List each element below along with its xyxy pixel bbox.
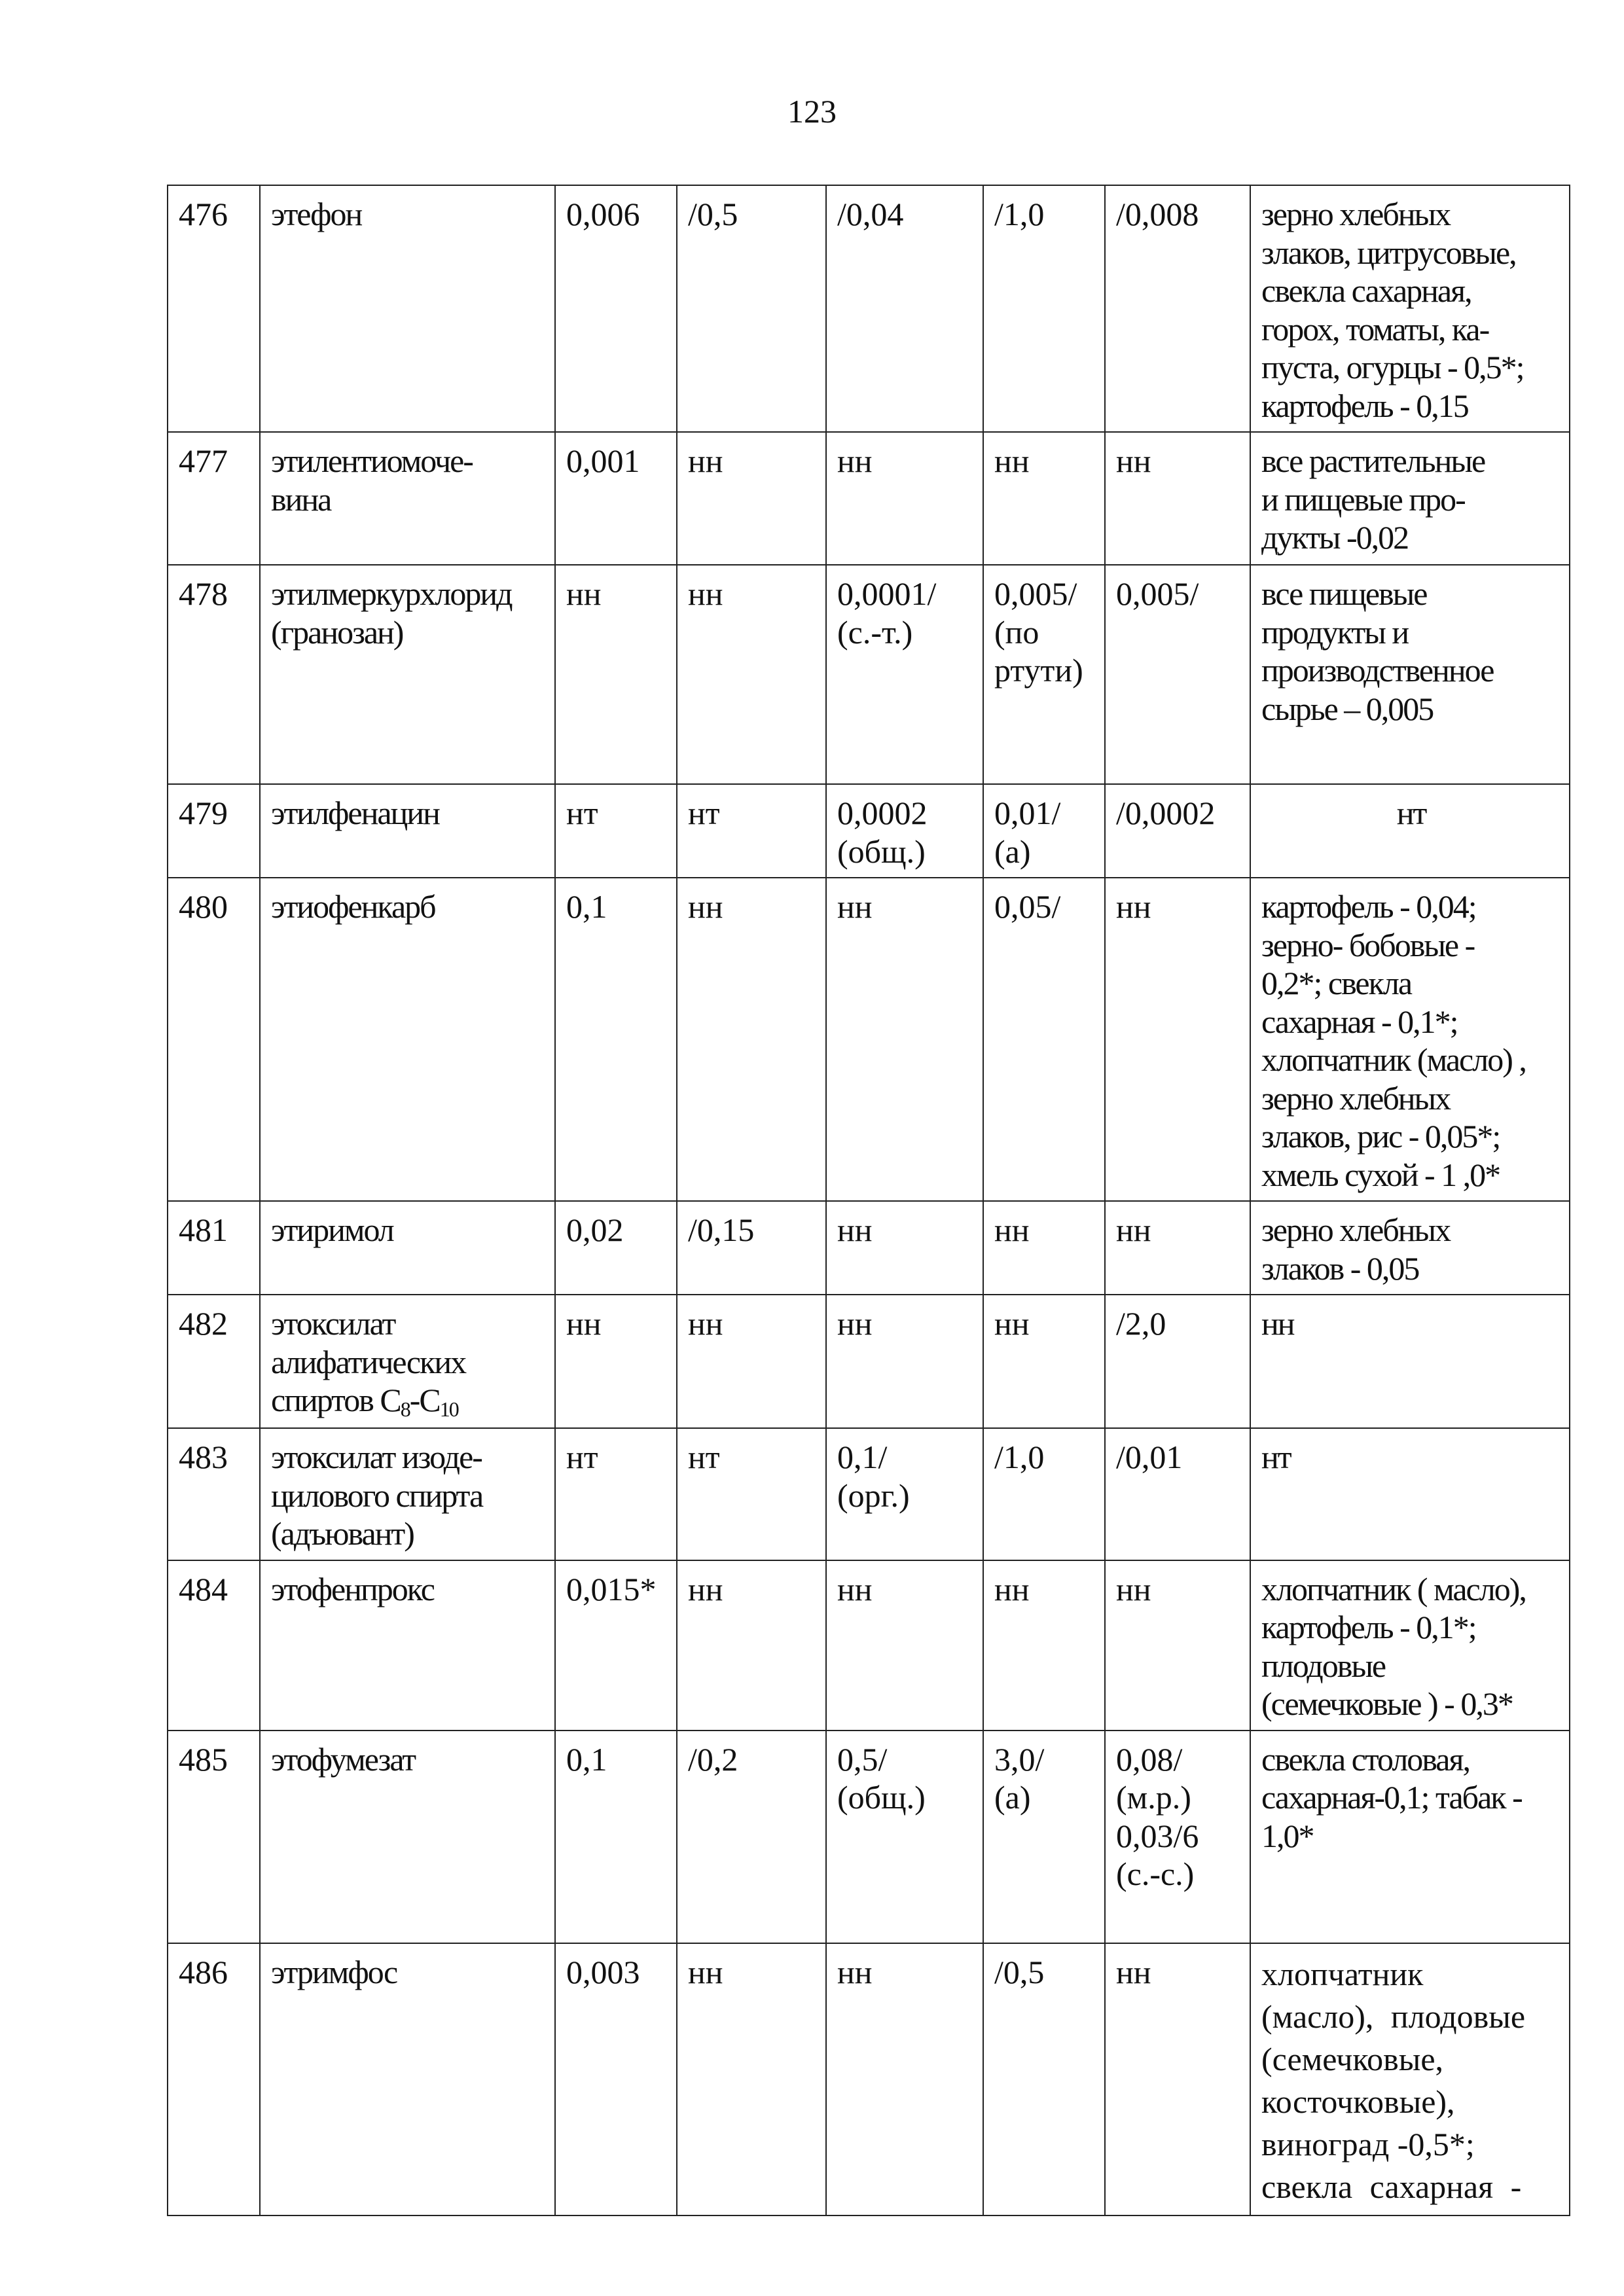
cell-line: (общ.): [837, 833, 926, 870]
value-col-4: [983, 565, 1105, 784]
cell-line: нн: [688, 442, 723, 479]
cell-line: 477: [179, 442, 228, 479]
value-col-1: [555, 185, 677, 432]
cell-line: 0,0001/: [837, 575, 937, 612]
value-col-4: [983, 784, 1105, 878]
cell-line: все пищевые: [1261, 575, 1427, 612]
cell-line: (семечковые ) - 0,3*: [1261, 1685, 1513, 1722]
cell-line: плодовые: [1261, 1647, 1386, 1684]
value-col-5: [1105, 1201, 1250, 1295]
cell-line: 0,001: [566, 442, 640, 479]
cell-line: 0,005/: [994, 575, 1077, 612]
value-col-1: [555, 1428, 677, 1560]
cell-line: хлопчатник (масло) ,: [1261, 1041, 1526, 1078]
products-note: [1250, 432, 1570, 565]
cell-line: /1,0: [994, 196, 1045, 232]
row-number: [168, 1943, 260, 2215]
cell-line: 0,003: [566, 1953, 640, 1990]
cell-line: сахарная - 0,1*;: [1261, 1003, 1458, 1040]
value-col-3: [826, 1201, 983, 1295]
cell-line: нн: [1261, 1305, 1294, 1342]
products-note: [1250, 1295, 1570, 1428]
cell-line: 485: [179, 1740, 228, 1778]
products-note: [1250, 1428, 1570, 1560]
value-col-2: [677, 784, 826, 878]
cell-line: нн: [837, 1305, 873, 1342]
value-col-4: [983, 1943, 1105, 2215]
cell-line: 486: [179, 1953, 228, 1990]
row-number: [168, 1731, 260, 1943]
cell-line: этоксилат изоде-: [271, 1439, 482, 1475]
cell-line: все растительные: [1261, 442, 1485, 479]
cell-line: этоксилат: [271, 1305, 395, 1342]
cell-line: 0,01/: [994, 795, 1061, 831]
value-col-5: [1105, 1295, 1250, 1428]
value-col-2: [677, 1560, 826, 1731]
cell-line: зерно хлебных: [1261, 1079, 1451, 1117]
cell-line: 0,1: [566, 1740, 607, 1778]
row-number: [168, 1560, 260, 1731]
cell-line: (гранозан): [271, 613, 403, 651]
value-col-5: [1105, 1560, 1250, 1731]
cell-line: 0,0002: [837, 795, 928, 831]
cell-line: картофель - 0,04;: [1261, 888, 1476, 925]
value-col-1: [555, 1731, 677, 1943]
value-col-3: [826, 878, 983, 1201]
row-number: [168, 784, 260, 878]
cell-line: этофумезат: [271, 1740, 416, 1778]
cell-line: нн: [688, 575, 723, 612]
cell-line: нн: [837, 1570, 873, 1607]
value-col-1: [555, 1560, 677, 1731]
substance-name: [260, 1295, 555, 1428]
row-number: [168, 1428, 260, 1560]
substance-name: [260, 1428, 555, 1560]
substance-name: [260, 784, 555, 878]
cell-line: нн: [688, 888, 723, 925]
cell-line: горох, томаты, ка-: [1261, 310, 1489, 348]
table-row: [168, 1428, 1570, 1560]
formula-text: спиртов C: [271, 1382, 401, 1418]
value-col-1: [555, 784, 677, 878]
cell-line: 0,05/: [994, 888, 1061, 925]
cell-line: хлопчатник: [1261, 1955, 1424, 1992]
table-row: [168, 1201, 1570, 1295]
cell-line: (а): [994, 833, 1031, 870]
value-col-4: [983, 1295, 1105, 1428]
cell-line: этиримол: [271, 1211, 393, 1248]
cell-line: 0,03/6: [1116, 1817, 1199, 1854]
products-note: [1250, 185, 1570, 432]
value-col-1: [555, 565, 677, 784]
value-col-5: [1105, 432, 1250, 565]
cell-line: 479: [179, 795, 228, 831]
cell-line: 480: [179, 888, 228, 925]
cell-line: (а): [994, 1779, 1031, 1816]
value-col-1: [555, 432, 677, 565]
cell-line: сахарная-0,1; табак -: [1261, 1779, 1522, 1816]
cell-line: нн: [837, 888, 873, 925]
cell-line: нт: [688, 795, 720, 831]
value-col-3: [826, 1731, 983, 1943]
cell-line: 476: [179, 196, 228, 232]
value-col-3: [826, 185, 983, 432]
substance-name: [260, 1560, 555, 1731]
cell-line: 0,5/: [837, 1740, 888, 1778]
cell-line: нн: [994, 442, 1030, 479]
cell-line: 482: [179, 1305, 228, 1342]
cell-line: 1,0*: [1261, 1817, 1314, 1854]
cell-line: нн: [994, 1211, 1030, 1248]
cell-line: зерно хлебных: [1261, 1211, 1451, 1248]
substance-name: [260, 1201, 555, 1295]
value-col-5: [1105, 1731, 1250, 1943]
cell-line: нн: [566, 1305, 602, 1342]
cell-line: нт: [566, 1439, 598, 1475]
cell-line: сырье – 0,005: [1261, 690, 1434, 727]
formula-text: -C: [409, 1382, 440, 1418]
value-col-3: [826, 565, 983, 784]
cell-line: /1,0: [994, 1439, 1045, 1475]
value-col-4: [983, 1428, 1105, 1560]
table-row: [168, 1295, 1570, 1428]
cell-line: нн: [1116, 1211, 1151, 1248]
cell-line: /2,0: [1116, 1305, 1166, 1342]
cell-line: этилмеркурхлорид: [271, 575, 512, 612]
value-col-3: [826, 784, 983, 878]
cell-line: злаков, цитрусовые,: [1261, 234, 1516, 271]
table-row: [168, 878, 1570, 1201]
formula-line: [271, 1381, 547, 1420]
value-col-5: [1105, 784, 1250, 878]
cell-line: этилфенацин: [271, 795, 439, 831]
cell-line: 3,0/: [994, 1740, 1045, 1778]
value-col-1: [555, 1943, 677, 2215]
value-col-2: [677, 432, 826, 565]
cell-line: /0,04: [837, 196, 904, 232]
value-col-1: [555, 878, 677, 1201]
table-row: [168, 565, 1570, 784]
cell-line: картофель - 0,15: [1261, 387, 1468, 424]
cell-line: цилового спирта: [271, 1477, 483, 1514]
cell-line: (по: [994, 613, 1039, 651]
cell-line: (орг.): [837, 1477, 910, 1514]
value-col-4: [983, 1731, 1105, 1943]
cell-line: 0,1: [566, 888, 607, 925]
substance-name: [260, 185, 555, 432]
cell-line: /0,15: [688, 1211, 755, 1248]
cell-line: 0,2*; свекла: [1261, 965, 1412, 1001]
cell-line: 483: [179, 1439, 228, 1475]
value-col-5: [1105, 878, 1250, 1201]
cell-line: (масло), плодовые: [1261, 1998, 1526, 2035]
cell-line: зерно хлебных: [1261, 196, 1451, 232]
cell-line: свекла сахарная,: [1261, 272, 1471, 309]
cell-line: нн: [688, 1570, 723, 1607]
cell-line: этофенпрокс: [271, 1570, 434, 1607]
cell-line: пуста, огурцы - 0,5*;: [1261, 349, 1524, 386]
cell-line: нн: [837, 1211, 873, 1248]
value-col-1: [555, 1295, 677, 1428]
cell-line: нн: [837, 1953, 873, 1990]
cell-line: 478: [179, 575, 228, 612]
cell-line: зерно- бобовые -: [1261, 926, 1475, 963]
cell-line: 481: [179, 1211, 228, 1248]
cell-line: нн: [688, 1953, 723, 1990]
products-note: [1250, 1201, 1570, 1295]
cell-line: нн: [566, 575, 602, 612]
value-col-2: [677, 1428, 826, 1560]
cell-line: нт: [1261, 1439, 1291, 1475]
cell-line: злаков, рис - 0,05*;: [1261, 1118, 1500, 1155]
value-col-2: [677, 1943, 826, 2215]
value-col-4: [983, 1560, 1105, 1731]
products-note: [1250, 1943, 1570, 2215]
row-number: [168, 1295, 260, 1428]
cell-line: /0,5: [994, 1953, 1045, 1990]
cell-line: /0,2: [688, 1740, 738, 1778]
value-col-2: [677, 878, 826, 1201]
page-number: 123: [787, 93, 837, 130]
cell-line: косточковые),: [1261, 2083, 1455, 2120]
products-note: [1250, 784, 1570, 878]
cell-line: нт: [688, 1439, 720, 1475]
substance-name: [260, 878, 555, 1201]
table-row: [168, 1560, 1570, 1731]
cell-line: 0,08/: [1116, 1740, 1183, 1778]
row-number: [168, 565, 260, 784]
cell-line: 0,006: [566, 196, 640, 232]
cell-line: свекла сахарная -: [1261, 2168, 1522, 2205]
cell-line: хмель сухой - 1 ,0*: [1261, 1156, 1500, 1193]
cell-line: (м.р.): [1116, 1779, 1191, 1816]
products-note: [1250, 878, 1570, 1201]
value-col-2: [677, 1295, 826, 1428]
cell-line: этефон: [271, 196, 362, 232]
value-col-5: [1105, 185, 1250, 432]
value-col-5: [1105, 1943, 1250, 2215]
row-number: [168, 432, 260, 565]
cell-line: вина: [271, 480, 331, 518]
cell-line: /0,0002: [1116, 795, 1216, 831]
cell-line: нт: [566, 795, 598, 831]
cell-line: картофель - 0,1*;: [1261, 1609, 1476, 1645]
table-row: [168, 432, 1570, 565]
substance-name: [260, 1943, 555, 2215]
cell-line: нн: [688, 1305, 723, 1342]
cell-line: нн: [1116, 1953, 1151, 1990]
cell-line: /0,01: [1116, 1439, 1183, 1475]
table-row: [168, 185, 1570, 432]
cell-line: нн: [1116, 1570, 1151, 1607]
cell-line: нн: [1116, 442, 1151, 479]
products-note: [1250, 1560, 1570, 1731]
value-col-5: [1105, 565, 1250, 784]
cell-line: /0,5: [688, 196, 738, 232]
value-col-3: [826, 432, 983, 565]
value-col-2: [677, 565, 826, 784]
cell-line: производственное: [1261, 652, 1494, 689]
cell-line: нн: [994, 1305, 1030, 1342]
cell-line: нн: [994, 1570, 1030, 1607]
value-col-4: [983, 1201, 1105, 1295]
cell-line: алифатических: [271, 1343, 466, 1380]
row-number: [168, 878, 260, 1201]
cell-line: (с.-с.): [1116, 1856, 1195, 1892]
row-number: [168, 185, 260, 432]
cell-line: этиофенкарб: [271, 888, 435, 925]
value-col-3: [826, 1943, 983, 2215]
cell-line: (общ.): [837, 1779, 926, 1816]
cell-line: злаков - 0,05: [1261, 1249, 1419, 1287]
cell-line: (адъювант): [271, 1515, 414, 1552]
cell-line: 0,1/: [837, 1439, 888, 1475]
formula-subscript: 8: [400, 1397, 410, 1421]
cell-line: этримфос: [271, 1953, 397, 1990]
cell-line: виноград -0,5*;: [1261, 2125, 1475, 2162]
substance-name: [260, 432, 555, 565]
cell-line: 0,015*: [566, 1570, 657, 1607]
value-col-2: [677, 1201, 826, 1295]
cell-line: нт: [1396, 795, 1426, 831]
substance-name: [260, 1731, 555, 1943]
value-col-4: [983, 432, 1105, 565]
value-col-3: [826, 1560, 983, 1731]
cell-line: дукты -0,02: [1261, 519, 1409, 556]
table-row: [168, 1731, 1570, 1943]
cell-line: ртути): [994, 652, 1083, 689]
value-col-1: [555, 1201, 677, 1295]
data-table: [167, 185, 1570, 2216]
cell-line: нн: [837, 442, 873, 479]
value-col-4: [983, 185, 1105, 432]
table-row: [168, 784, 1570, 878]
cell-line: и пищевые про-: [1261, 480, 1465, 518]
value-col-3: [826, 1428, 983, 1560]
cell-line: этилентиомоче-: [271, 442, 473, 479]
value-col-5: [1105, 1428, 1250, 1560]
cell-line: /0,008: [1116, 196, 1199, 232]
cell-line: свекла столовая,: [1261, 1740, 1470, 1778]
row-number: [168, 1201, 260, 1295]
cell-line: 0,005/: [1116, 575, 1199, 612]
substance-name: [260, 565, 555, 784]
value-col-2: [677, 185, 826, 432]
products-note: [1250, 1731, 1570, 1943]
value-col-2: [677, 1731, 826, 1943]
cell-line: (семечковые,: [1261, 2040, 1444, 2077]
products-note: [1250, 565, 1570, 784]
value-col-4: [983, 878, 1105, 1201]
cell-line: (с.-т.): [837, 613, 913, 651]
cell-line: хлопчатник ( масло),: [1261, 1570, 1526, 1607]
cell-line: 484: [179, 1570, 228, 1607]
value-col-3: [826, 1295, 983, 1428]
cell-line: нн: [1116, 888, 1151, 925]
table-row: [168, 1943, 1570, 2215]
cell-line: 0,02: [566, 1211, 624, 1248]
cell-line: продукты и: [1261, 613, 1409, 651]
formula-subscript: 10: [439, 1397, 458, 1421]
